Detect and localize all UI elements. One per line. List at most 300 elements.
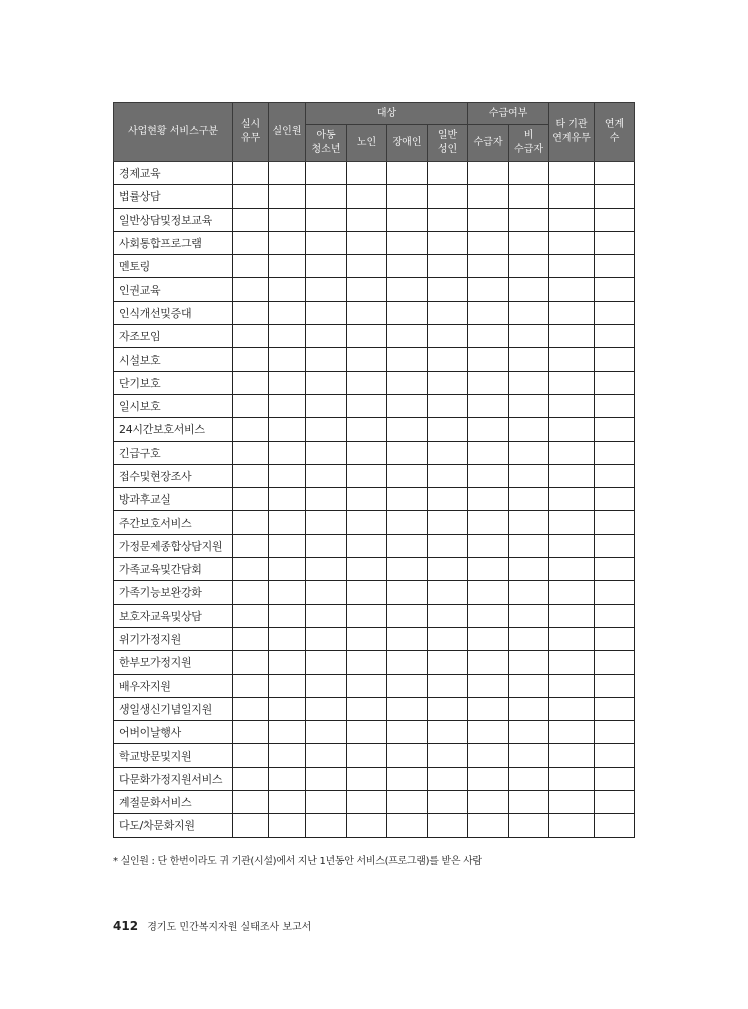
input-cell[interactable] [428,651,468,674]
input-cell[interactable] [347,604,387,627]
input-cell[interactable] [387,651,428,674]
input-cell[interactable] [306,581,347,604]
input-cell[interactable] [269,394,306,417]
input-cell[interactable] [509,558,549,581]
input-cell[interactable] [347,231,387,254]
input-cell[interactable] [347,441,387,464]
input-cell[interactable] [347,558,387,581]
input-cell[interactable] [468,418,509,441]
input-cell[interactable] [428,558,468,581]
input-cell[interactable] [233,371,269,394]
input-cell[interactable] [549,604,595,627]
input-cell[interactable] [595,255,635,278]
input-cell[interactable] [387,814,428,837]
input-cell[interactable] [468,534,509,557]
input-cell[interactable] [269,651,306,674]
input-cell[interactable] [269,791,306,814]
input-cell[interactable] [269,674,306,697]
input-cell[interactable] [468,394,509,417]
input-cell[interactable] [233,791,269,814]
input-cell[interactable] [509,581,549,604]
input-cell[interactable] [387,441,428,464]
input-cell[interactable] [387,371,428,394]
input-cell[interactable] [306,604,347,627]
input-cell[interactable] [509,255,549,278]
input-cell[interactable] [468,488,509,511]
input-cell[interactable] [233,231,269,254]
input-cell[interactable] [428,208,468,231]
input-cell[interactable] [428,791,468,814]
input-cell[interactable] [233,814,269,837]
input-cell[interactable] [306,464,347,487]
input-cell[interactable] [387,791,428,814]
input-cell[interactable] [347,791,387,814]
input-cell[interactable] [595,325,635,348]
input-cell[interactable] [306,441,347,464]
input-cell[interactable] [233,581,269,604]
input-cell[interactable] [468,744,509,767]
input-cell[interactable] [306,534,347,557]
input-cell[interactable] [509,208,549,231]
input-cell[interactable] [347,581,387,604]
input-cell[interactable] [269,325,306,348]
input-cell[interactable] [509,534,549,557]
input-cell[interactable] [549,278,595,301]
input-cell[interactable] [306,185,347,208]
input-cell[interactable] [468,464,509,487]
input-cell[interactable] [269,814,306,837]
input-cell[interactable] [306,791,347,814]
input-cell[interactable] [595,488,635,511]
input-cell[interactable] [428,767,468,790]
input-cell[interactable] [269,558,306,581]
input-cell[interactable] [549,791,595,814]
input-cell[interactable] [347,208,387,231]
input-cell[interactable] [509,441,549,464]
input-cell[interactable] [347,255,387,278]
input-cell[interactable] [549,744,595,767]
input-cell[interactable] [509,627,549,650]
input-cell[interactable] [428,581,468,604]
input-cell[interactable] [306,488,347,511]
input-cell[interactable] [428,464,468,487]
input-cell[interactable] [387,604,428,627]
input-cell[interactable] [595,301,635,324]
input-cell[interactable] [306,348,347,371]
input-cell[interactable] [347,627,387,650]
input-cell[interactable] [549,581,595,604]
input-cell[interactable] [233,651,269,674]
input-cell[interactable] [306,231,347,254]
input-cell[interactable] [387,162,428,185]
input-cell[interactable] [549,488,595,511]
input-cell[interactable] [233,627,269,650]
input-cell[interactable] [509,767,549,790]
input-cell[interactable] [269,278,306,301]
input-cell[interactable] [509,418,549,441]
input-cell[interactable] [347,162,387,185]
input-cell[interactable] [269,255,306,278]
input-cell[interactable] [549,441,595,464]
input-cell[interactable] [509,814,549,837]
input-cell[interactable] [468,441,509,464]
input-cell[interactable] [595,697,635,720]
input-cell[interactable] [269,441,306,464]
row-label: 위기가정지원 [114,627,233,650]
input-cell[interactable] [468,325,509,348]
input-cell[interactable] [428,418,468,441]
input-cell[interactable] [595,627,635,650]
input-cell[interactable] [509,371,549,394]
input-cell[interactable] [549,301,595,324]
input-cell[interactable] [347,185,387,208]
input-cell[interactable] [269,767,306,790]
row-label: 시설보호 [114,348,233,371]
input-cell[interactable] [428,488,468,511]
input-cell[interactable] [595,418,635,441]
input-cell[interactable] [387,697,428,720]
input-cell[interactable] [509,604,549,627]
input-cell[interactable] [595,441,635,464]
input-cell[interactable] [233,208,269,231]
input-cell[interactable] [233,488,269,511]
input-cell[interactable] [306,721,347,744]
input-cell[interactable] [428,255,468,278]
input-cell[interactable] [269,348,306,371]
input-cell[interactable] [387,464,428,487]
input-cell[interactable] [549,674,595,697]
input-cell[interactable] [387,674,428,697]
input-cell[interactable] [595,394,635,417]
input-cell[interactable] [509,464,549,487]
input-cell[interactable] [347,418,387,441]
input-cell[interactable] [269,744,306,767]
input-cell[interactable] [549,558,595,581]
input-cell[interactable] [233,255,269,278]
input-cell[interactable] [595,767,635,790]
input-cell[interactable] [387,255,428,278]
input-cell[interactable] [387,208,428,231]
input-cell[interactable] [509,488,549,511]
table-body [114,162,635,838]
input-cell[interactable] [428,441,468,464]
input-cell[interactable] [595,558,635,581]
input-cell[interactable] [595,604,635,627]
input-cell[interactable] [269,581,306,604]
input-cell[interactable] [428,301,468,324]
input-cell[interactable] [347,697,387,720]
input-cell[interactable] [269,534,306,557]
input-cell[interactable] [269,721,306,744]
input-cell[interactable] [595,464,635,487]
input-cell[interactable] [233,744,269,767]
input-cell[interactable] [233,464,269,487]
input-cell[interactable] [509,231,549,254]
input-cell[interactable] [468,721,509,744]
input-cell[interactable] [468,278,509,301]
input-cell[interactable] [549,394,595,417]
input-cell[interactable] [509,325,549,348]
input-cell[interactable] [468,208,509,231]
input-cell[interactable] [549,185,595,208]
input-cell[interactable] [233,418,269,441]
input-cell[interactable] [549,255,595,278]
input-cell[interactable] [387,744,428,767]
input-cell[interactable] [269,162,306,185]
input-cell[interactable] [233,162,269,185]
input-cell[interactable] [549,325,595,348]
input-cell[interactable] [269,185,306,208]
input-cell[interactable] [428,744,468,767]
input-cell[interactable] [468,185,509,208]
input-cell[interactable] [549,418,595,441]
table-row [114,721,635,744]
input-cell[interactable] [269,301,306,324]
input-cell[interactable] [428,814,468,837]
input-cell[interactable] [549,651,595,674]
input-cell[interactable] [428,721,468,744]
input-cell[interactable] [347,721,387,744]
input-cell[interactable] [595,674,635,697]
input-cell[interactable] [233,534,269,557]
input-cell[interactable] [387,767,428,790]
input-cell[interactable] [549,814,595,837]
input-cell[interactable] [347,651,387,674]
input-cell[interactable] [306,208,347,231]
input-cell[interactable] [549,511,595,534]
input-cell[interactable] [509,744,549,767]
input-cell[interactable] [233,511,269,534]
input-cell[interactable] [468,814,509,837]
input-cell[interactable] [306,511,347,534]
input-cell[interactable] [233,721,269,744]
input-cell[interactable] [509,185,549,208]
input-cell[interactable] [509,162,549,185]
input-cell[interactable] [468,558,509,581]
input-cell[interactable] [387,534,428,557]
input-cell[interactable] [549,627,595,650]
input-cell[interactable] [269,418,306,441]
input-cell[interactable] [233,697,269,720]
input-cell[interactable] [595,651,635,674]
input-cell[interactable] [468,697,509,720]
input-cell[interactable] [595,511,635,534]
input-cell[interactable] [387,348,428,371]
input-cell[interactable] [549,348,595,371]
input-cell[interactable] [387,558,428,581]
input-cell[interactable] [549,371,595,394]
input-cell[interactable] [387,511,428,534]
input-cell[interactable] [233,185,269,208]
input-cell[interactable] [387,721,428,744]
input-cell[interactable] [347,301,387,324]
input-cell[interactable] [306,418,347,441]
input-cell[interactable] [347,348,387,371]
input-cell[interactable] [595,814,635,837]
input-cell[interactable] [387,231,428,254]
input-cell[interactable] [428,231,468,254]
input-cell[interactable] [509,278,549,301]
input-cell[interactable] [306,697,347,720]
input-cell[interactable] [595,371,635,394]
input-cell[interactable] [595,581,635,604]
input-cell[interactable] [269,511,306,534]
input-cell[interactable] [233,348,269,371]
input-cell[interactable] [428,278,468,301]
table-row [114,558,635,581]
input-cell[interactable] [549,721,595,744]
input-cell[interactable] [428,325,468,348]
input-cell[interactable] [269,488,306,511]
input-cell[interactable] [306,371,347,394]
input-cell[interactable] [595,185,635,208]
input-cell[interactable] [595,208,635,231]
input-cell[interactable] [387,325,428,348]
input-cell[interactable] [549,208,595,231]
input-cell[interactable] [269,231,306,254]
input-cell[interactable] [468,255,509,278]
input-cell[interactable] [549,697,595,720]
input-cell[interactable] [269,604,306,627]
input-cell[interactable] [347,534,387,557]
input-cell[interactable] [347,744,387,767]
input-cell[interactable] [509,511,549,534]
input-cell[interactable] [387,301,428,324]
input-cell[interactable] [306,278,347,301]
input-cell[interactable] [269,627,306,650]
input-cell[interactable] [387,278,428,301]
input-cell[interactable] [428,371,468,394]
input-cell[interactable] [347,488,387,511]
input-cell[interactable] [468,767,509,790]
row-label: 학교방문및지원 [114,744,233,767]
input-cell[interactable] [347,371,387,394]
input-cell[interactable] [306,744,347,767]
input-cell[interactable] [269,464,306,487]
input-cell[interactable] [509,301,549,324]
input-cell[interactable] [428,697,468,720]
input-cell[interactable] [387,627,428,650]
input-cell[interactable] [468,581,509,604]
input-cell[interactable] [595,744,635,767]
input-cell[interactable] [468,651,509,674]
input-cell[interactable] [549,767,595,790]
input-cell[interactable] [509,674,549,697]
input-cell[interactable] [509,348,549,371]
input-cell[interactable] [347,511,387,534]
header-conducted: 실시 유무 [233,103,269,162]
input-cell[interactable] [233,278,269,301]
input-cell[interactable] [306,651,347,674]
input-cell[interactable] [233,604,269,627]
input-cell[interactable] [306,162,347,185]
input-cell[interactable] [549,162,595,185]
input-cell[interactable] [509,791,549,814]
input-cell[interactable] [387,581,428,604]
input-cell[interactable] [347,394,387,417]
input-cell[interactable] [306,767,347,790]
input-cell[interactable] [468,231,509,254]
input-cell[interactable] [347,464,387,487]
row-label: 일반상담및정보교육 [114,208,233,231]
input-cell[interactable] [233,441,269,464]
input-cell[interactable] [306,674,347,697]
input-cell[interactable] [428,604,468,627]
input-cell[interactable] [428,162,468,185]
input-cell[interactable] [428,185,468,208]
input-cell[interactable] [428,534,468,557]
input-cell[interactable] [509,651,549,674]
input-cell[interactable] [347,325,387,348]
input-cell[interactable] [233,558,269,581]
input-cell[interactable] [306,394,347,417]
input-cell[interactable] [468,371,509,394]
input-cell[interactable] [306,627,347,650]
input-cell[interactable] [509,697,549,720]
input-cell[interactable] [387,488,428,511]
input-cell[interactable] [468,791,509,814]
input-cell[interactable] [468,627,509,650]
input-cell[interactable] [428,348,468,371]
input-cell[interactable] [233,674,269,697]
input-cell[interactable] [468,162,509,185]
row-label: 인식개선및증대 [114,301,233,324]
input-cell[interactable] [468,511,509,534]
input-cell[interactable] [387,394,428,417]
input-cell[interactable] [595,791,635,814]
input-cell[interactable] [468,301,509,324]
input-cell[interactable] [306,255,347,278]
input-cell[interactable] [595,721,635,744]
input-cell[interactable] [549,231,595,254]
input-cell[interactable] [428,627,468,650]
input-cell[interactable] [347,767,387,790]
input-cell[interactable] [347,674,387,697]
input-cell[interactable] [549,534,595,557]
input-cell[interactable] [468,604,509,627]
input-cell[interactable] [233,325,269,348]
input-cell[interactable] [468,348,509,371]
input-cell[interactable] [306,325,347,348]
input-cell[interactable] [347,278,387,301]
input-cell[interactable] [347,814,387,837]
input-cell[interactable] [269,208,306,231]
input-cell[interactable] [595,534,635,557]
input-cell[interactable] [306,301,347,324]
table-row [114,581,635,604]
input-cell[interactable] [428,674,468,697]
input-cell[interactable] [387,418,428,441]
input-cell[interactable] [549,464,595,487]
input-cell[interactable] [428,394,468,417]
input-cell[interactable] [233,301,269,324]
input-cell[interactable] [595,162,635,185]
input-cell[interactable] [468,674,509,697]
input-cell[interactable] [428,511,468,534]
input-cell[interactable] [269,697,306,720]
input-cell[interactable] [269,371,306,394]
input-cell[interactable] [509,721,549,744]
input-cell[interactable] [233,767,269,790]
input-cell[interactable] [509,394,549,417]
input-cell[interactable] [595,278,635,301]
input-cell[interactable] [233,394,269,417]
input-cell[interactable] [595,231,635,254]
input-cell[interactable] [595,348,635,371]
input-cell[interactable] [306,814,347,837]
input-cell[interactable] [387,185,428,208]
input-cell[interactable] [306,558,347,581]
